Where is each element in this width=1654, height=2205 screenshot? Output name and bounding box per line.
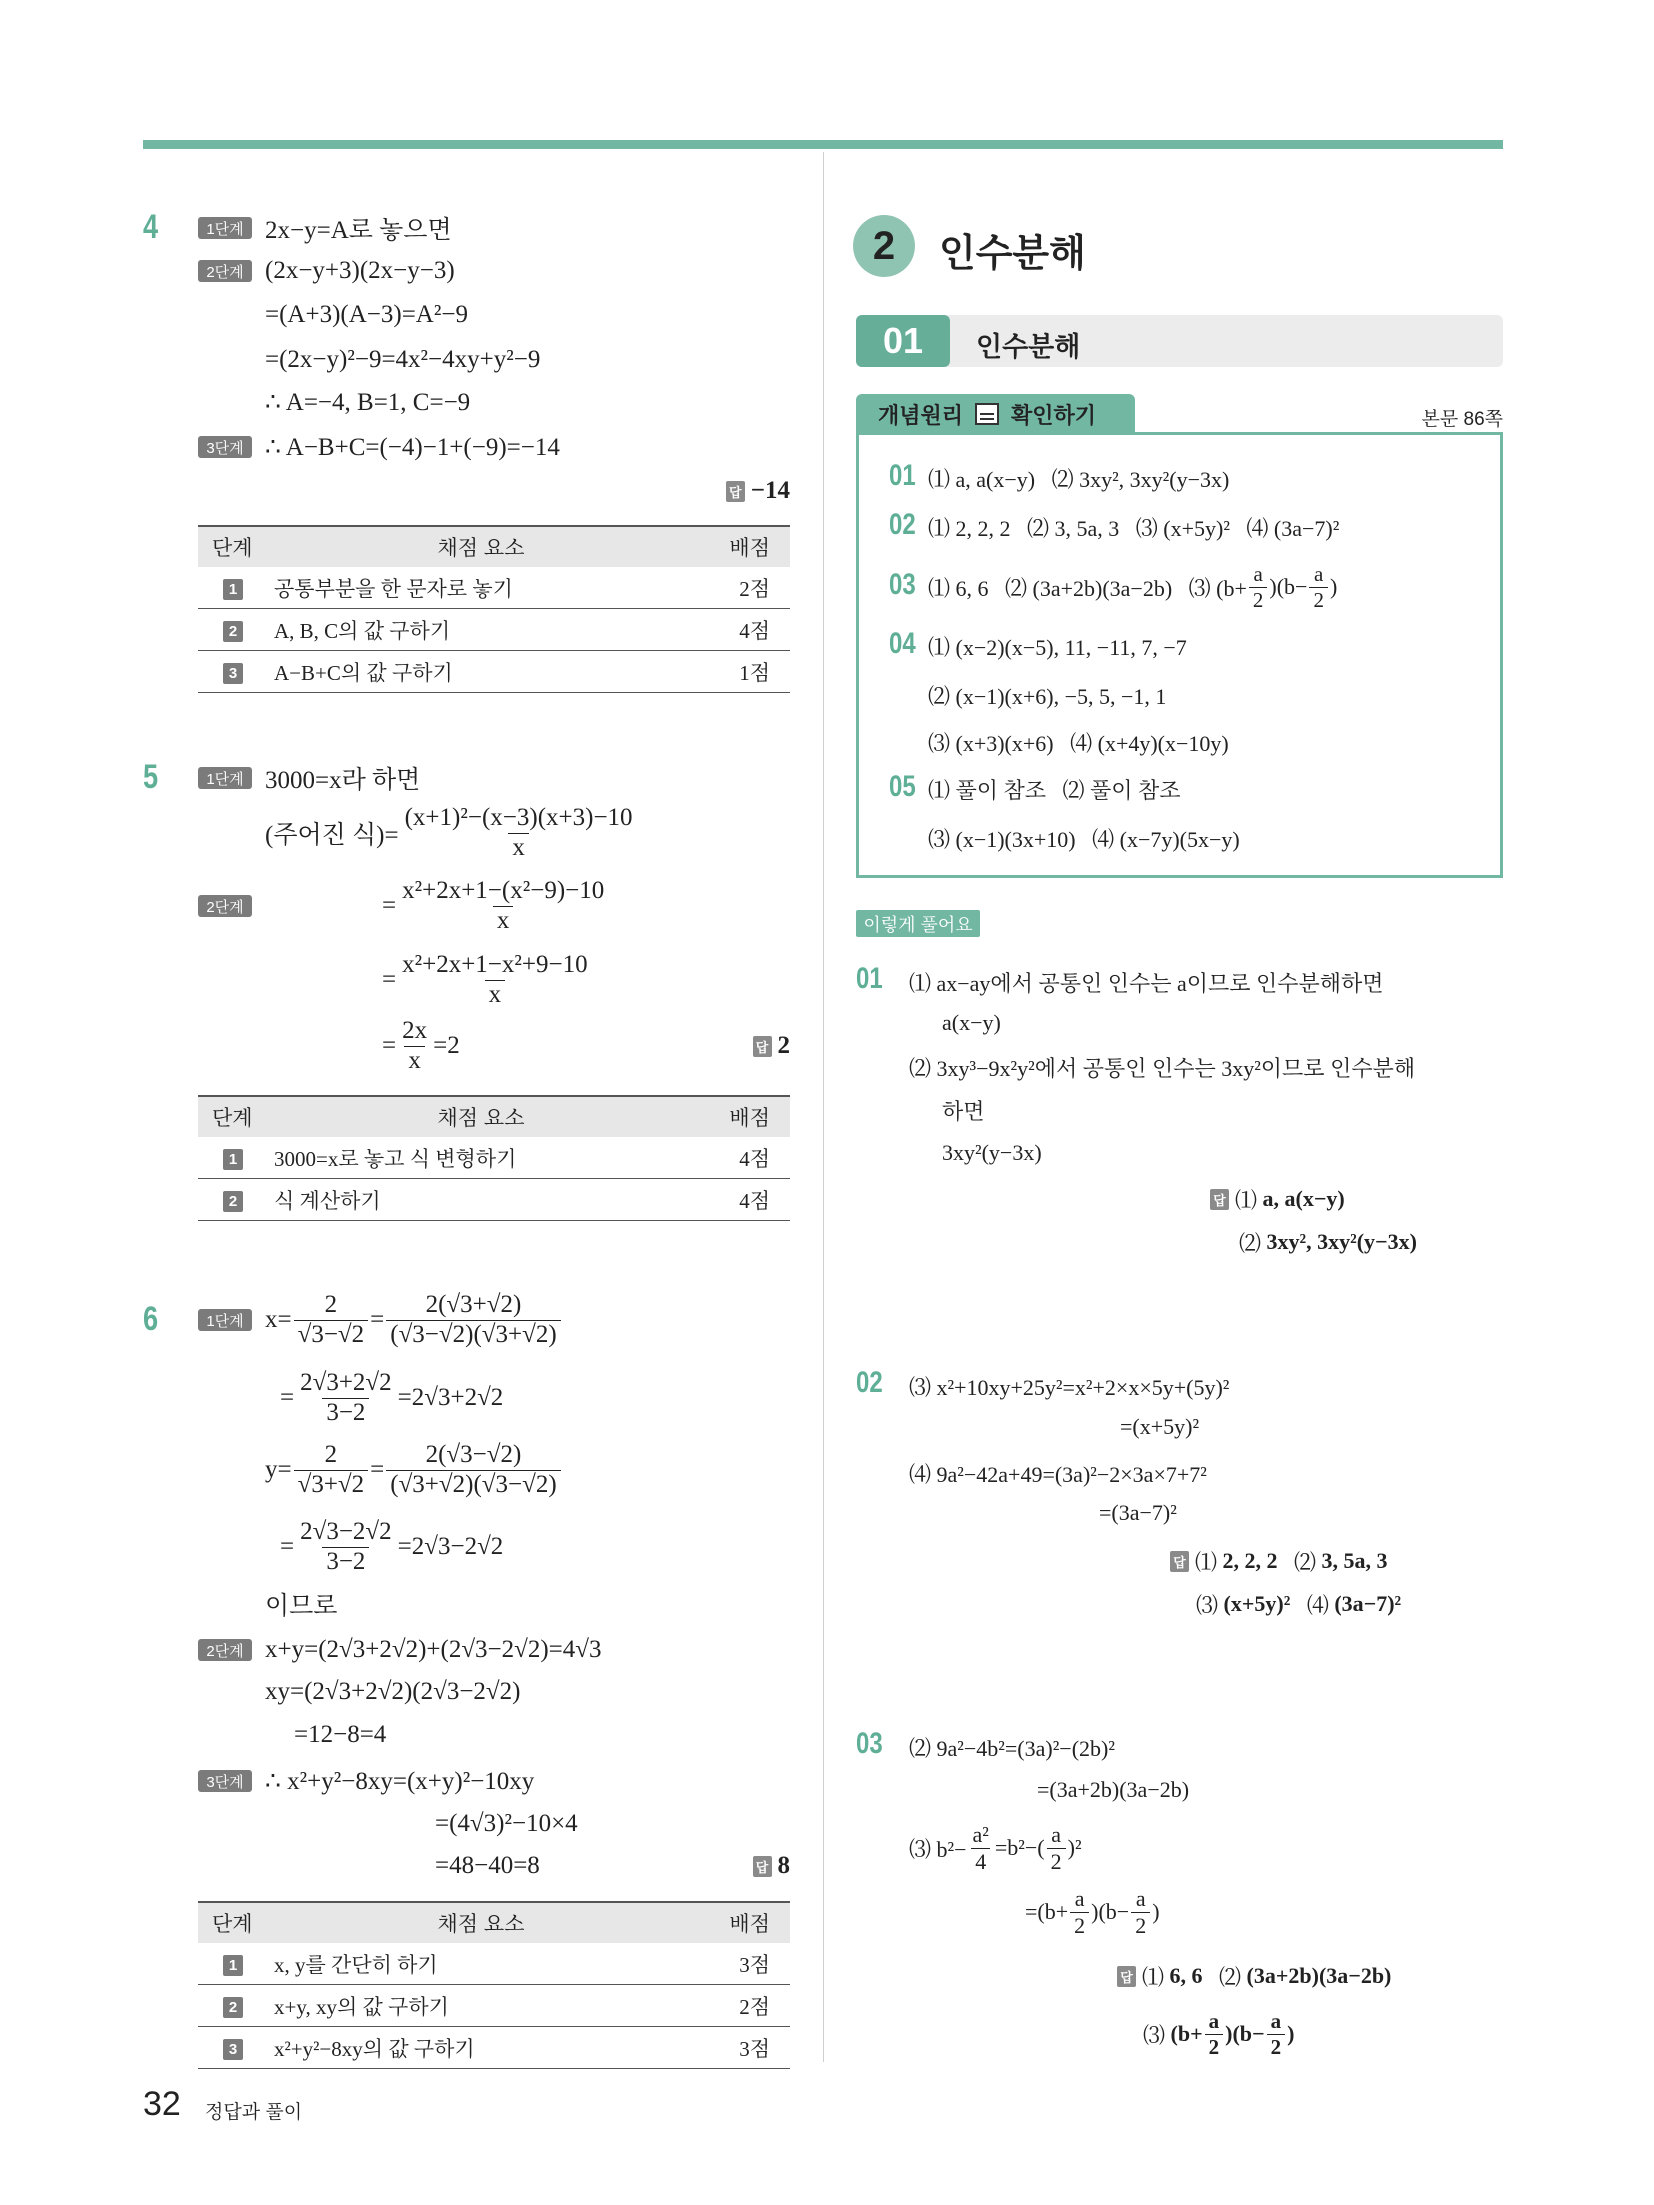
math-text: ⑵ 9a²−4b²=(3a)²−(2b)² xyxy=(909,1735,1115,1761)
math-line xyxy=(1196,1572,1401,1636)
step-badge: 1단계 xyxy=(198,767,252,789)
criteria-cell: A−B+C의 값 구하기 xyxy=(273,651,689,693)
table-row xyxy=(198,651,790,693)
footer-label: 정답과 풀이 xyxy=(205,2102,303,2123)
math-line xyxy=(265,1438,563,1502)
step-number: 1 xyxy=(223,579,243,600)
criteria-cell: A, B, C의 값 구하기 xyxy=(273,609,689,651)
fraction-numerator: a xyxy=(1314,562,1324,587)
table-row xyxy=(198,567,790,609)
math-text: 2x−y=A로 놓으면 xyxy=(265,217,452,244)
fraction xyxy=(1205,2009,1224,2058)
math-line xyxy=(382,874,610,938)
answer-mark-icon: 답 xyxy=(1170,1551,1189,1572)
math-text: ⑶ b²− xyxy=(909,1836,967,1862)
math-text: =2√3−2√2 xyxy=(397,1533,504,1560)
fraction xyxy=(1309,562,1328,611)
column-divider xyxy=(823,152,824,2062)
top-accent-bar xyxy=(143,140,1503,149)
math-line xyxy=(280,1366,503,1430)
table-row xyxy=(198,2027,790,2069)
math-text: =(3a+2b)(3a−2b) xyxy=(1037,1777,1190,1802)
item-number: 05 xyxy=(889,770,916,803)
math-text: = xyxy=(370,1456,385,1483)
fraction-numerator: x²+2x+1−x²+9−10 xyxy=(402,950,588,978)
answer-mark-icon: 답 xyxy=(753,1036,772,1057)
table-header-row xyxy=(198,1902,790,1943)
math-text: a(x−y) xyxy=(942,1010,1001,1035)
table-header-row xyxy=(198,1096,790,1137)
math-line xyxy=(909,1035,1415,1099)
fraction xyxy=(1249,562,1268,611)
problem-number: 6 xyxy=(143,1300,159,1338)
answer-mark-icon: 답 xyxy=(726,481,745,502)
criteria-cell: x+y, xy의 값 구하기 xyxy=(273,1985,689,2027)
fraction-denominator: 2 xyxy=(1249,587,1268,612)
fraction-numerator: a xyxy=(1253,562,1263,587)
step-cell xyxy=(198,1137,273,1179)
math-text: x= xyxy=(265,1306,292,1333)
step-badge: 2단계 xyxy=(198,1639,252,1661)
fraction-denominator: 4 xyxy=(971,1848,990,1874)
unit-number: 01 xyxy=(856,315,950,367)
points-cell: 1점 xyxy=(689,651,790,693)
step-number: 1 xyxy=(223,1955,243,1976)
math-text: ⑶ (x+3)(x+6) ⑷ (x+4y)(x−10y) xyxy=(928,730,1229,756)
math-text: x+y=(2√3+2√2)+(2√3−2√2)=4√3 xyxy=(265,1636,602,1663)
math-text: 3xy²(y−3x) xyxy=(942,1140,1042,1165)
math-text: ⑵ (x−1)(x+6), −5, 5, −1, 1 xyxy=(928,683,1167,709)
fraction xyxy=(969,1822,993,1874)
table-header: 단계 xyxy=(198,526,273,567)
unit-header xyxy=(856,315,1503,367)
bold-answer: 3, 5a, 3 xyxy=(1321,1548,1388,1573)
math-text: ⑴ (x−2)(x−5), 11, −11, 7, −7 xyxy=(928,634,1187,660)
math-text: ⑴ 6, 6 ⑵ (3a+2b)(3a−2b) ⑶ (b+ xyxy=(928,575,1247,601)
math-text: ⑷ xyxy=(1290,1592,1335,1618)
fraction-denominator: 2 xyxy=(1309,587,1328,612)
step-cell xyxy=(198,2027,273,2069)
points-cell: 2점 xyxy=(689,567,790,609)
fraction xyxy=(386,1441,560,1500)
step-cell xyxy=(198,1179,273,1221)
bold-answer: ) xyxy=(1287,2021,1295,2046)
math-line xyxy=(1037,1758,1189,1822)
math-text: =b²−( xyxy=(994,1835,1045,1860)
math-text: ⑵ xyxy=(1202,1964,1247,1990)
math-line xyxy=(265,1288,563,1352)
table-row xyxy=(198,609,790,651)
math-line xyxy=(928,555,1337,619)
math-text: ⑴ xyxy=(1142,1964,1170,1990)
table-header: 배점 xyxy=(689,526,790,567)
criteria-cell: 식 계산하기 xyxy=(273,1179,689,1221)
fraction-numerator: (x+1)²−(x−3)(x+3)−10 xyxy=(404,803,633,831)
table-header-row xyxy=(198,526,790,567)
step-number: 3 xyxy=(223,663,243,684)
step-number: 2 xyxy=(223,621,243,642)
step-cell xyxy=(198,1943,273,1985)
scoring-table xyxy=(198,525,790,693)
fraction xyxy=(1267,2009,1286,2058)
item-number: 01 xyxy=(889,459,916,492)
fraction-denominator: (√3−√2)(√3+√2) xyxy=(386,1320,560,1350)
math-text: = xyxy=(382,1032,397,1059)
math-text: ⑵ 3xy³−9x²y²에서 공통인 인수는 3xy²이므로 인수분해 xyxy=(909,1055,1416,1081)
step-badge: 1단계 xyxy=(198,217,252,239)
table-header: 채점 요소 xyxy=(273,1096,689,1137)
answer-value: 8 xyxy=(777,1852,790,1879)
math-line xyxy=(382,1014,460,1078)
points-cell: 3점 xyxy=(689,2027,790,2069)
table-header: 배점 xyxy=(689,1096,790,1137)
step-cell xyxy=(198,1985,273,2027)
fraction-numerator: 2(√3+√2) xyxy=(425,1290,522,1318)
bold-answer: (b+ xyxy=(1170,2021,1203,2046)
step-badge: 3단계 xyxy=(198,1770,252,1792)
fraction-numerator: 2 xyxy=(324,1290,338,1318)
bold-answer: (x+5y)² xyxy=(1223,1591,1291,1616)
math-text: =12−8=4 xyxy=(294,1721,387,1748)
math-text: ⑵ xyxy=(1239,1230,1267,1256)
table-header: 채점 요소 xyxy=(273,1902,689,1943)
math-line xyxy=(1117,1944,1391,2008)
solution-number: 01 xyxy=(856,962,883,995)
page-reference: 본문 86쪽 xyxy=(1421,409,1503,430)
math-text: ⑶ xyxy=(1143,2022,1171,2048)
math-line xyxy=(1143,2002,1294,2066)
item-number: 03 xyxy=(889,568,916,601)
fraction-denominator: 2 xyxy=(1205,2034,1224,2059)
criteria-cell: 공통부분을 한 문자로 놓기 xyxy=(273,567,689,609)
bold-answer: 3xy², 3xy²(y−3x) xyxy=(1266,1229,1417,1254)
table-row xyxy=(198,1137,790,1179)
table-header: 단계 xyxy=(198,1902,273,1943)
fraction-denominator: x xyxy=(485,980,506,1010)
math-text: ⑴ ax−ay에서 공통인 인수는 a이므로 인수분해하면 xyxy=(909,970,1384,996)
fraction-numerator: 2(√3−√2) xyxy=(425,1440,522,1468)
math-text: ⑷ 9a²−42a+49=(3a)²−2×3a×7+7² xyxy=(909,1461,1207,1487)
points-cell: 4점 xyxy=(689,609,790,651)
scoring-table xyxy=(198,1095,790,1221)
item-number: 04 xyxy=(889,627,916,660)
bold-answer: a, a(x−y) xyxy=(1262,1186,1345,1211)
fraction xyxy=(398,877,608,936)
math-text: ⑴ 풀이 참조 ⑵ 풀이 참조 xyxy=(928,777,1181,803)
fraction-numerator: a xyxy=(1135,1886,1146,1912)
fraction xyxy=(386,1291,560,1350)
points-cell: 3점 xyxy=(689,1943,790,1985)
math-text: 하면 xyxy=(942,1098,985,1124)
fraction-denominator: x xyxy=(493,906,514,936)
step-number: 3 xyxy=(223,2039,243,2060)
solution-number: 02 xyxy=(856,1366,883,1399)
math-text: )(b− xyxy=(1269,574,1308,599)
math-text: =(b+ xyxy=(1025,1899,1069,1924)
math-line xyxy=(280,1515,503,1579)
math-text: )² xyxy=(1067,1835,1082,1860)
fraction-denominator: 3−2 xyxy=(322,1547,369,1577)
page-number: 32 xyxy=(143,2085,181,2123)
scoring-table xyxy=(198,1901,790,2069)
section-number-badge: 2 xyxy=(853,215,915,277)
bold-answer: )(b− xyxy=(1225,2021,1265,2046)
solution-number: 03 xyxy=(856,1727,883,1760)
fraction xyxy=(398,1017,431,1076)
math-text: ⑴ a, a(x−y) ⑵ 3xy², 3xy²(y−3x) xyxy=(928,466,1230,492)
fraction xyxy=(401,804,637,863)
math-line xyxy=(382,948,594,1012)
criteria-cell: 3000=x로 놓고 식 변형하기 xyxy=(273,1137,689,1179)
math-line xyxy=(265,415,560,479)
answer-value: 2 xyxy=(777,1032,790,1059)
item-number: 02 xyxy=(889,508,916,541)
bold-answer: 2, 2, 2 xyxy=(1222,1548,1278,1573)
math-text: ⑶ (x−1)(3x+10) ⑷ (x−7y)(5x−y) xyxy=(928,826,1240,852)
fraction xyxy=(296,1518,396,1577)
fraction-denominator: 2 xyxy=(1131,1912,1150,1938)
step-cell xyxy=(198,651,273,693)
fraction-denominator: 2 xyxy=(1070,1912,1089,1938)
table-header: 단계 xyxy=(198,1096,273,1137)
math-text: 3000=x라 하면 xyxy=(265,767,421,794)
math-line xyxy=(909,1816,1082,1880)
math-text: ⑴ xyxy=(1195,1549,1223,1575)
fraction-numerator: 2√3+2√2 xyxy=(300,1368,392,1396)
answer-mark-icon: 답 xyxy=(1117,1966,1136,1987)
math-text: ⑵ xyxy=(1277,1549,1322,1575)
answer-line xyxy=(726,459,790,523)
math-text: = xyxy=(382,966,397,993)
math-line xyxy=(1099,1481,1177,1545)
unit-title: 인수분해 xyxy=(976,332,1081,362)
fraction xyxy=(1131,1886,1150,1938)
fraction-denominator: 2 xyxy=(1047,1848,1066,1874)
fraction xyxy=(294,1441,369,1500)
bold-answer: (3a+2b)(3a−2b) xyxy=(1246,1963,1392,1988)
fraction xyxy=(296,1369,396,1428)
table-header: 배점 xyxy=(689,1902,790,1943)
math-text: (주어진 식)= xyxy=(265,822,399,849)
fraction-numerator: a xyxy=(1074,1886,1085,1912)
criteria-cell: x²+y²−8xy의 값 구하기 xyxy=(273,2027,689,2069)
step-number: 1 xyxy=(223,1149,243,1170)
math-text: = xyxy=(280,1384,295,1411)
math-text: =(x+5y)² xyxy=(1120,1414,1200,1439)
tab-label-right: 확인하기 xyxy=(1011,402,1097,428)
math-line xyxy=(265,801,639,865)
table-row xyxy=(198,1985,790,2027)
fraction-denominator: 2 xyxy=(1267,2034,1286,2059)
fraction-numerator: 2x xyxy=(402,1016,428,1044)
fraction-denominator: x xyxy=(404,1046,425,1076)
math-text: y= xyxy=(265,1456,292,1483)
step-number: 2 xyxy=(223,1997,243,2018)
math-text: ⑶ x²+10xy+25y²=x²+2×x×5y+(5y)² xyxy=(909,1374,1230,1400)
math-text: =(4√3)²−10×4 xyxy=(435,1810,578,1837)
step-cell xyxy=(198,567,273,609)
step-badge: 1단계 xyxy=(198,1309,252,1331)
math-text: xy=(2√3+2√2)(2√3−2√2) xyxy=(265,1678,521,1705)
step-number: 2 xyxy=(223,1191,243,1212)
step-cell xyxy=(198,609,273,651)
concept-check-tab xyxy=(856,394,1135,434)
fraction-denominator: 3−2 xyxy=(322,1398,369,1428)
table-header: 채점 요소 xyxy=(273,526,689,567)
math-text: 이므로 xyxy=(265,1593,338,1620)
fraction-numerator: 2√3−2√2 xyxy=(300,1517,392,1545)
answer-value: −14 xyxy=(750,477,790,504)
fraction xyxy=(398,951,592,1010)
math-text: ∴ x²+y²−8xy=(x+y)²−10xy xyxy=(265,1768,535,1795)
fraction-numerator: 2 xyxy=(324,1440,338,1468)
fraction-numerator: x²+2x+1−(x²−9)−10 xyxy=(402,876,605,904)
answer-line xyxy=(753,1014,791,1078)
math-text: = xyxy=(370,1306,385,1333)
solutions-label: 이렇게 풀어요 xyxy=(856,910,980,937)
math-text: =2 xyxy=(433,1032,460,1059)
bold-answer: 6, 6 xyxy=(1169,1963,1203,1988)
fraction-numerator: a xyxy=(1270,2009,1282,2034)
problem-number: 4 xyxy=(143,208,159,246)
math-text: =48−40=8 xyxy=(435,1852,540,1879)
math-text: = xyxy=(382,892,397,919)
step-badge: 2단계 xyxy=(198,260,252,282)
math-text: ⑴ 2, 2, 2 ⑵ 3, 5a, 3 ⑶ (x+5y)² ⑷ (3a−7)² xyxy=(928,515,1340,541)
math-line xyxy=(1025,1880,1160,1944)
math-text: ⑶ xyxy=(1196,1592,1224,1618)
section-title: 인수분해 xyxy=(939,233,1086,275)
math-text: = xyxy=(280,1533,295,1560)
fraction-numerator: a xyxy=(1208,2009,1220,2034)
math-text: =2√3+2√2 xyxy=(397,1384,504,1411)
fraction-denominator: √3−√2 xyxy=(294,1320,369,1350)
table-row xyxy=(198,1943,790,1985)
fraction-denominator: (√3+√2)(√3−√2) xyxy=(386,1470,560,1500)
points-cell: 4점 xyxy=(689,1179,790,1221)
problem-number: 5 xyxy=(143,758,159,796)
math-text: ∴ A=−4, B=1, C=−9 xyxy=(265,389,471,416)
math-line xyxy=(942,1121,1042,1185)
fraction-denominator: x xyxy=(508,833,529,863)
math-text: =(2x−y)²−9=4x²−4xy+y²−9 xyxy=(265,346,541,373)
fraction-denominator: √3+√2 xyxy=(294,1470,369,1500)
table-row xyxy=(198,1179,790,1221)
math-text: ) xyxy=(1329,574,1338,599)
answer-mark-icon: 답 xyxy=(1210,1189,1229,1210)
step-badge: 3단계 xyxy=(198,436,252,458)
math-text: )(b− xyxy=(1091,1899,1130,1924)
math-line xyxy=(435,1834,540,1898)
fraction-numerator: a² xyxy=(972,1822,989,1848)
notebook-icon xyxy=(975,403,999,425)
fraction xyxy=(1070,1886,1089,1938)
tab-label-left: 개념원리 xyxy=(878,402,964,428)
fraction-numerator: a xyxy=(1051,1822,1062,1848)
points-cell: 4점 xyxy=(689,1137,790,1179)
answer-mark-icon: 답 xyxy=(753,1856,772,1877)
math-text: =(3a−7)² xyxy=(1099,1500,1177,1525)
math-line xyxy=(1239,1210,1417,1274)
points-cell: 2점 xyxy=(689,1985,790,2027)
math-text: ) xyxy=(1152,1899,1160,1924)
math-text: (2x−y+3)(2x−y−3) xyxy=(265,257,455,284)
math-text: ⑴ xyxy=(1235,1187,1263,1213)
criteria-cell: x, y를 간단히 하기 xyxy=(273,1943,689,1985)
math-text: ∴ A−B+C=(−4)−1+(−9)=−14 xyxy=(265,434,560,461)
math-line xyxy=(928,495,1339,559)
math-text: =(A+3)(A−3)=A²−9 xyxy=(265,301,468,328)
math-line xyxy=(928,806,1240,870)
fraction xyxy=(1047,1822,1066,1874)
fraction xyxy=(294,1291,369,1350)
answer-line xyxy=(753,1834,791,1898)
step-badge: 2단계 xyxy=(198,895,252,917)
bold-answer: (3a−7)² xyxy=(1334,1591,1402,1616)
